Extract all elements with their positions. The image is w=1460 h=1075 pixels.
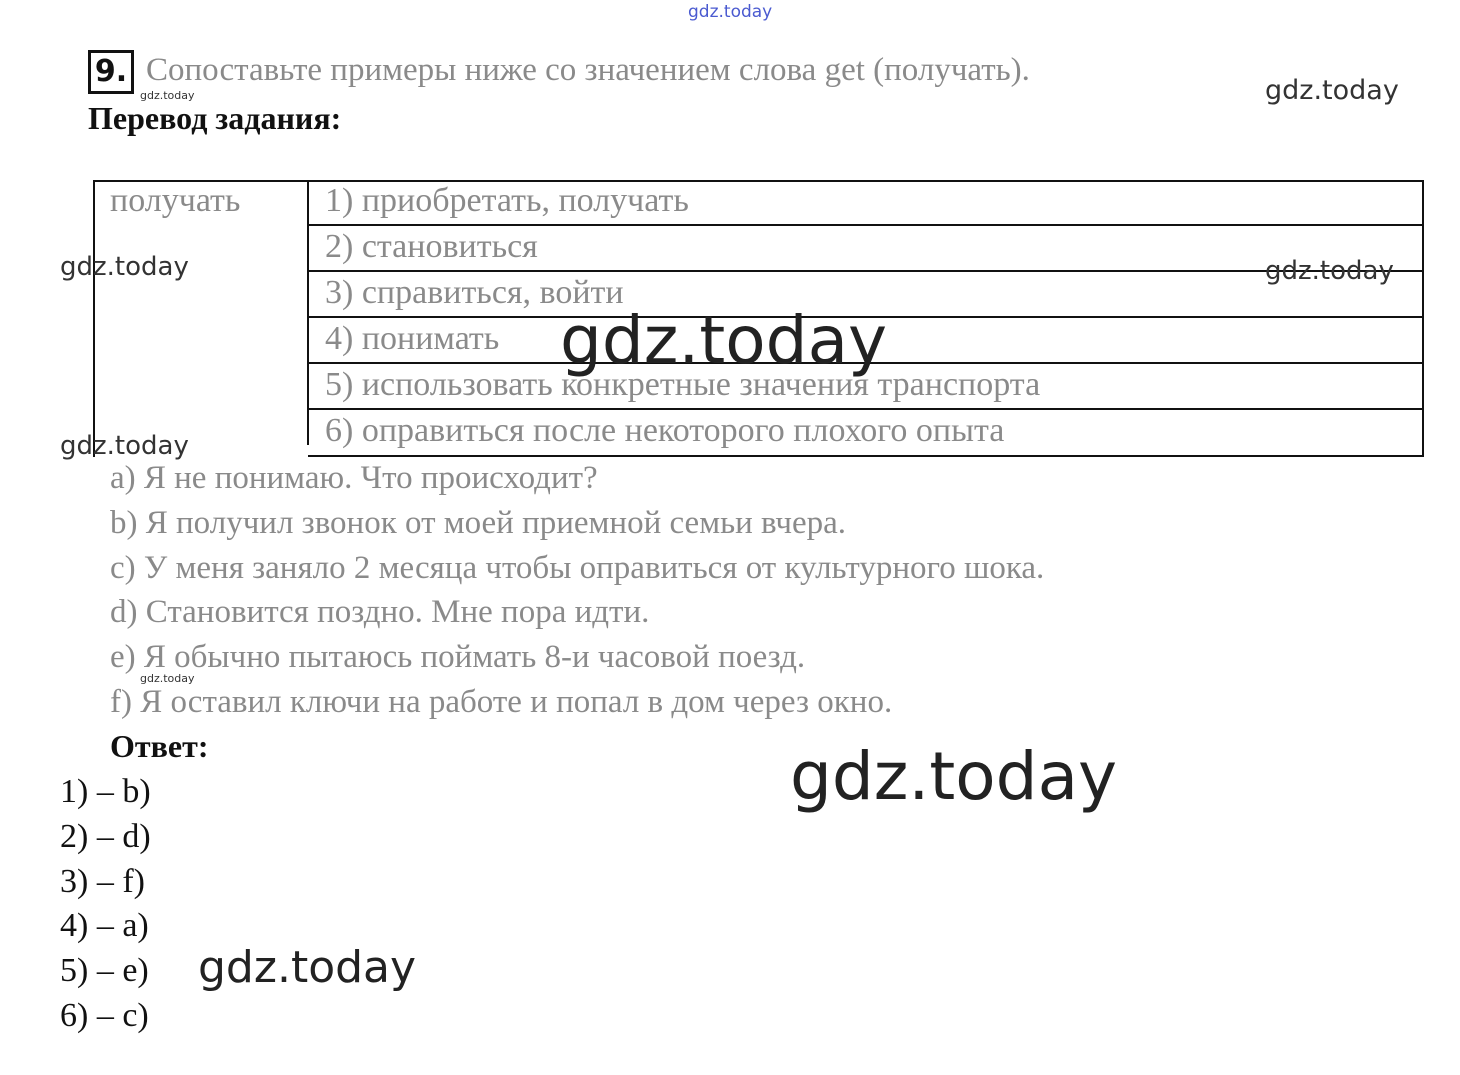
answer-line-6: 6) – c) [60,997,149,1034]
table-border-left [93,180,95,457]
watermark-large-1: gdz.today [560,302,888,379]
watermark-bottom: gdz.today [198,942,417,993]
answer-line-5: 5) – e) [60,952,149,989]
meaning-text: 4) понимать [325,320,500,357]
example-sentence-d: d) Становится поздно. Мне пора идти. [110,594,650,630]
meaning-text: 6) оправиться после некоторого плохого опыта [325,412,1005,449]
watermark-left-1: gdz.today [60,252,189,282]
answer-line-1: 1) – b) [60,773,151,810]
example-sentence-a: a) Я не понимаю. Что происходит? [110,460,598,496]
table-head-word: получать [110,182,241,219]
answer-line-4: 4) – a) [60,907,149,944]
meaning-row [309,410,1422,456]
meaning-text: 5) использовать конкретные значения транспорта [325,366,1041,403]
example-sentence-b: b) Я получил звонок от моей приемной семьи вчера. [110,505,847,541]
answer-line-2: 2) – d) [60,818,151,855]
example-sentence-c: c) У меня заняло 2 месяца чтобы оправиться от культурного шока. [110,550,1045,586]
watermark-left-2: gdz.today [60,431,189,461]
example-sentence-e: e) Я обычно пытаюсь поймать 8-и часовой поезд. [110,639,806,675]
table-border-right [1422,180,1424,457]
watermark-right-1: gdz.today [1265,256,1394,286]
meaning-text: 1) приобретать, получать [325,182,689,219]
watermark-large-2: gdz.today [790,738,1118,815]
answer-heading: Ответ: [110,728,209,764]
translation-heading: Перевод задания: [88,100,342,136]
meaning-row [309,226,1422,272]
task-number: 9. [88,50,134,94]
task-text: Сопоставьте примеры ниже со значением слова get (получать). [146,52,1030,88]
watermark-tiny-2: gdz.today [140,672,195,685]
meaning-row [309,180,1422,226]
watermark-tiny-1: gdz.today [140,89,195,102]
watermark-top: gdz.today [688,2,773,22]
meaning-text: 2) становиться [325,228,538,265]
example-sentence-f: f) Я оставил ключи на работе и попал в дом через окно. [110,684,893,720]
watermark-top-right: gdz.today [1265,75,1399,106]
meaning-text: 3) справиться, войти [325,274,624,311]
answer-line-3: 3) – f) [60,863,145,900]
